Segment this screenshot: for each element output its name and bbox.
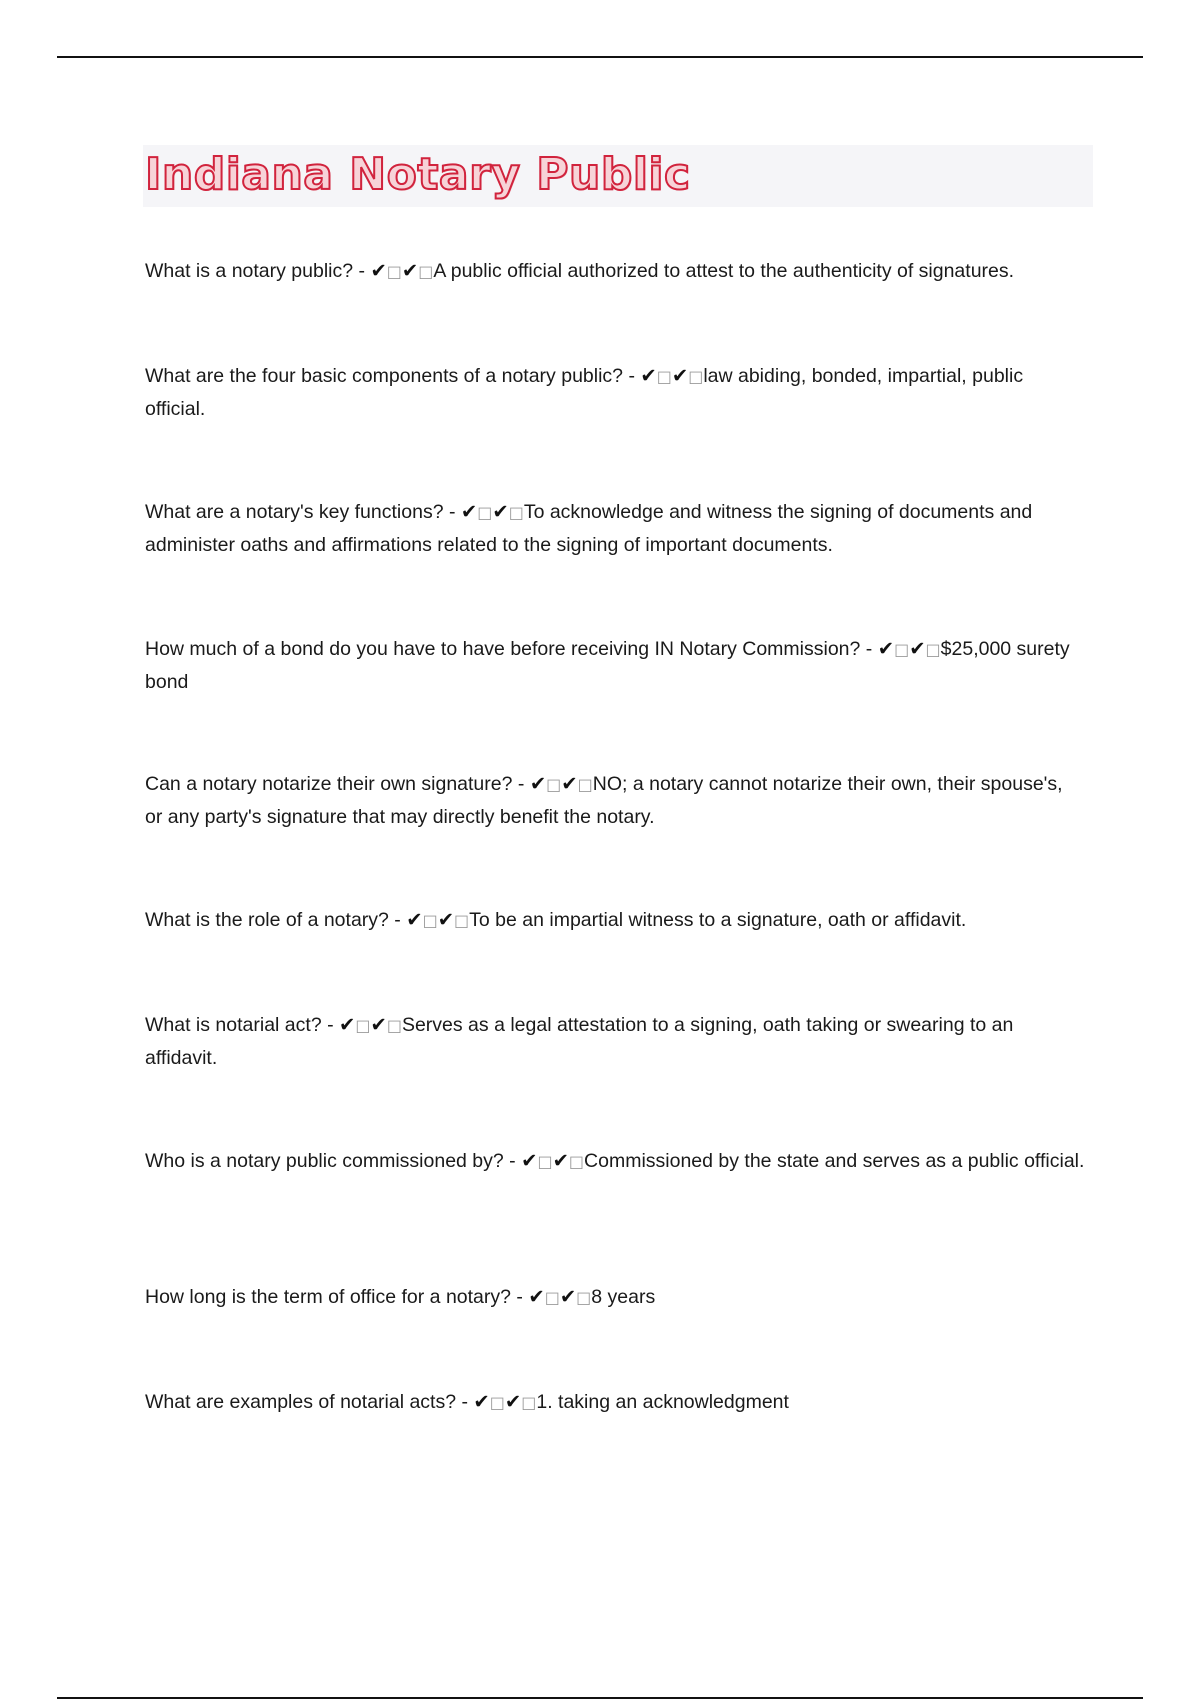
answer-text: law abiding, bonded, impartial, public official. — [145, 365, 1024, 420]
question-text: What is notarial act? — [145, 1014, 322, 1036]
qa-item-6 — [145, 904, 1085, 937]
box-icon: □ — [546, 775, 562, 794]
checkmark-icon: ✔ — [521, 1149, 538, 1172]
question-text: What are a notary's key functions? — [145, 501, 444, 523]
qa-separator: - — [353, 260, 371, 282]
checkmark-icon: ✔ — [370, 1013, 387, 1036]
checkmark-icon: ✔ — [492, 500, 509, 523]
question-text: What is the role of a notary? — [145, 909, 389, 931]
checkmark-icon: ✔ — [339, 1013, 356, 1036]
checkmark-icon: ✔ — [640, 364, 657, 387]
question-text: Who is a notary public commissioned by? — [145, 1150, 504, 1172]
qa-item-7 — [145, 1009, 1085, 1074]
box-icon: □ — [544, 1288, 560, 1307]
checkmark-icon: ✔ — [528, 1285, 545, 1308]
question-text: What is a notary public? — [145, 260, 354, 282]
checkmark-icon: ✔ — [460, 500, 478, 523]
checkmark-icon: ✔ — [552, 1149, 569, 1172]
box-icon: □ — [386, 1016, 402, 1035]
box-icon: □ — [477, 503, 493, 522]
footer-rule — [57, 1697, 1143, 1699]
checkmark-icon: ✔ — [559, 1285, 577, 1308]
qa-item-4 — [145, 633, 1085, 698]
checkmark-icon: ✔ — [877, 637, 895, 660]
question-text: What are the four basic components of a notary public? — [145, 365, 624, 387]
box-icon: □ — [454, 911, 470, 930]
answer-text: Serves as a legal attestation to a signing, oath taking or swearing to an affidavit. — [145, 1014, 1014, 1069]
question-text: How long is the term of office for a notary? — [145, 1286, 511, 1308]
box-icon: □ — [521, 1393, 537, 1412]
answer-text: Commissioned by the state and serves as a public official. — [584, 1150, 1085, 1172]
qa-separator: - — [388, 909, 407, 931]
answer-text: NO; a notary cannot notarize their own, their spouse's, or any party's signature that may directly benefit the notary. — [145, 773, 1063, 828]
qa-item-10 — [145, 1386, 1085, 1419]
document-title: Indiana Notary Public — [145, 149, 691, 200]
box-icon: □ — [576, 1288, 592, 1307]
answer-text: To be an impartial witness to a signature, oath or affidavit. — [469, 909, 967, 931]
checkmark-icon: ✔ — [561, 772, 578, 795]
qa-separator: - — [860, 638, 878, 660]
qa-separator: - — [512, 773, 530, 795]
checkmark-icon: ✔ — [529, 772, 547, 795]
box-icon: □ — [688, 367, 704, 386]
qa-separator: - — [623, 365, 641, 387]
box-icon: □ — [925, 640, 941, 659]
box-icon: □ — [508, 503, 524, 522]
qa-item-8 — [145, 1145, 1085, 1178]
checkmark-icon: ✔ — [671, 364, 689, 387]
answer-text: A public official authorized to attest to the authenticity of signatures. — [433, 260, 1015, 282]
qa-separator: - — [443, 501, 461, 523]
question-text: Can a notary notarize their own signature? — [145, 773, 513, 795]
checkmark-icon: ✔ — [370, 259, 387, 282]
qa-item-5 — [145, 768, 1085, 833]
qa-item-1 — [145, 255, 1085, 288]
answer-text: 8 years — [591, 1286, 656, 1308]
answer-text: $25,000 surety bond — [145, 638, 1070, 693]
answer-text: To acknowledge and witness the signing of documents and administer oaths and affirmations related to the signing of important documents. — [145, 501, 1033, 556]
box-icon: □ — [418, 262, 434, 281]
answer-text: 1. taking an acknowledgment — [536, 1391, 789, 1413]
checkmark-icon: ✔ — [401, 259, 419, 282]
box-icon: □ — [568, 1152, 585, 1171]
qa-separator: - — [456, 1391, 474, 1413]
box-icon: □ — [422, 911, 438, 930]
box-icon: □ — [537, 1152, 553, 1171]
checkmark-icon: ✔ — [406, 908, 423, 931]
question-text: How much of a bond do you have to have before receiving IN Notary Commission? — [145, 638, 861, 660]
box-icon: □ — [489, 1393, 505, 1412]
box-icon: □ — [355, 1016, 371, 1035]
question-text: What are examples of notarial acts? — [145, 1391, 457, 1413]
box-icon: □ — [386, 262, 402, 281]
qa-item-9 — [145, 1281, 1085, 1314]
qa-item-2 — [145, 360, 1085, 425]
box-icon: □ — [577, 775, 593, 794]
checkmark-icon: ✔ — [909, 637, 926, 660]
header-rule — [57, 56, 1143, 58]
box-icon: □ — [656, 367, 672, 386]
qa-separator: - — [321, 1014, 340, 1036]
checkmark-icon: ✔ — [504, 1390, 522, 1413]
qa-separator: - — [503, 1150, 522, 1172]
checkmark-icon: ✔ — [473, 1390, 490, 1413]
checkmark-icon: ✔ — [437, 908, 455, 931]
qa-item-3 — [145, 496, 1085, 561]
qa-separator: - — [511, 1286, 529, 1308]
box-icon: □ — [894, 640, 910, 659]
